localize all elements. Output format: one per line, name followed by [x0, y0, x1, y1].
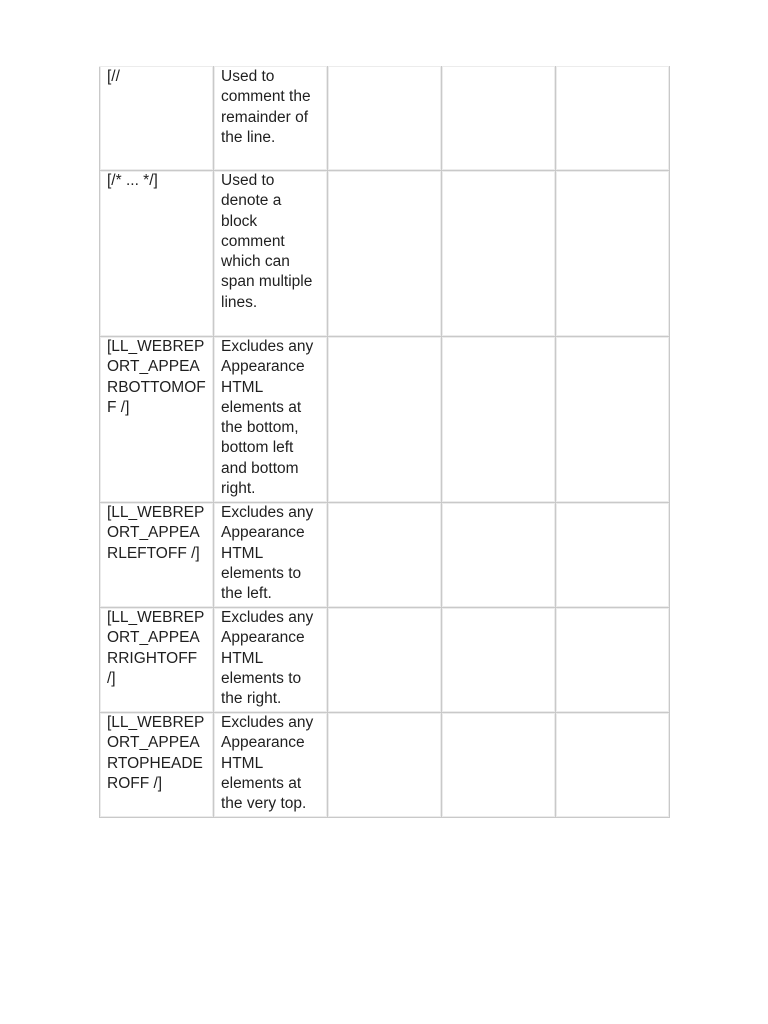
empty-cell: [328, 503, 442, 608]
code-cell: [100, 713, 214, 818]
table-row: [100, 503, 670, 608]
code-cell: [100, 608, 214, 713]
table-row: [100, 171, 670, 337]
code-text: [LL_WEBREPORT_APPEARRIGHTOFF /]: [107, 609, 205, 687]
empty-cell: [556, 171, 670, 337]
description-cell: [214, 713, 328, 818]
empty-cell: [556, 608, 670, 713]
description-text: Used to comment the remainder of the line.: [221, 68, 311, 146]
code-text: [LL_WEBREPORT_APPEARTOPHEADEROFF /]: [107, 714, 205, 792]
empty-cell: [442, 608, 556, 713]
description-cell: [214, 608, 328, 713]
description-cell: [214, 67, 328, 171]
empty-cell: [328, 713, 442, 818]
empty-cell: [328, 337, 442, 503]
empty-cell: [442, 503, 556, 608]
empty-cell: [442, 171, 556, 337]
table-row: [100, 67, 670, 171]
code-text: [LL_WEBREPORT_APPEARLEFTOFF /]: [107, 504, 205, 562]
description-cell: [214, 171, 328, 337]
empty-cell: [556, 713, 670, 818]
empty-cell: [556, 67, 670, 171]
table-row: [100, 337, 670, 503]
table-row: [100, 713, 670, 818]
table-row: [100, 608, 670, 713]
empty-cell: [328, 608, 442, 713]
code-cell: [100, 67, 214, 171]
code-cell: [100, 171, 214, 337]
empty-cell: [442, 337, 556, 503]
empty-cell: [442, 713, 556, 818]
document-table: [99, 66, 670, 818]
description-cell: [214, 337, 328, 503]
empty-cell: [328, 67, 442, 171]
empty-cell: [556, 503, 670, 608]
empty-cell: [328, 171, 442, 337]
empty-cell: [556, 337, 670, 503]
description-text: Excludes any Appearance HTML elements to the left.: [221, 504, 314, 603]
description-cell: [214, 503, 328, 608]
description-text: Excludes any Appearance HTML elements to the right.: [221, 609, 314, 708]
code-text: [//: [107, 68, 120, 85]
description-text: Excludes any Appearance HTML elements at the very top.: [221, 714, 314, 813]
code-cell: [100, 503, 214, 608]
empty-cell: [442, 67, 556, 171]
code-text: [/* ... */]: [107, 172, 158, 189]
code-text: [LL_WEBREPORT_APPEARBOTTOMOFF /]: [107, 338, 206, 416]
code-cell: [100, 337, 214, 503]
description-text: Excludes any Appearance HTML elements at the bottom, bottom left and bottom right.: [221, 338, 314, 498]
description-text: Used to denote a block comment which can span multiple lines.: [221, 172, 313, 311]
